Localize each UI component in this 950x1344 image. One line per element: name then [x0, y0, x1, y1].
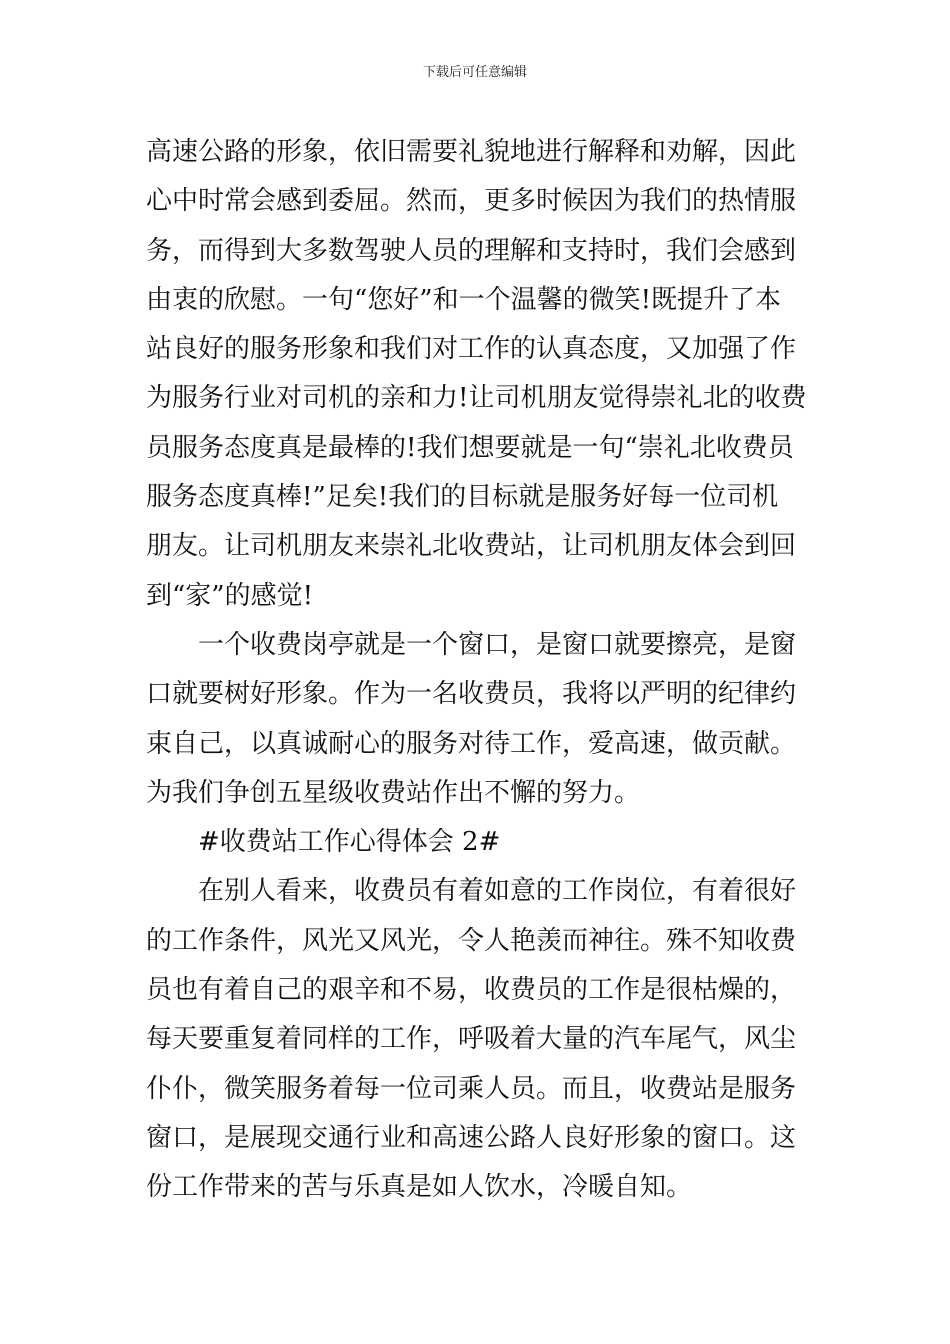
text-line: 窗口，是展现交通行业和高速公路人良好形象的窗口。这 — [146, 1122, 797, 1153]
text-line: 为服务行业对司机的亲和力!让司机朋友觉得崇礼北的收费 — [146, 383, 807, 414]
text-line: 员服务态度真是最棒的!我们想要就是一句“崇礼北收费员 — [146, 432, 794, 463]
page-header: 下载后可任意编辑 — [422, 65, 527, 80]
paragraph-first-line: 一个收费岗亭就是一个窗口，是窗口就要擦亮，是窗 — [198, 629, 797, 660]
text-line: 的工作条件，风光又风光，令人艳羡而神往。殊不知收费 — [146, 925, 797, 956]
text-line: 朋友。让司机朋友来崇礼北收费站，让司机朋友体会到回 — [146, 531, 797, 562]
text-line: 份工作带来的苦与乐真是如人饮水，冷暖自知。 — [146, 1172, 693, 1203]
text-line: 高速公路的形象，依旧需要礼貌地进行解释和劝解，因此 — [146, 137, 797, 167]
text-line: 心中时常会感到委屈。然而，更多时候因为我们的热情服 — [146, 186, 797, 217]
text-line: 仆仆，微笑服务着每一位司乘人员。而且，收费站是服务 — [146, 1073, 797, 1104]
document-body — [146, 128, 810, 1213]
text-line: 员也有着自己的艰辛和不易，收费员的工作是很枯燥的， — [146, 975, 797, 1006]
text-line: 每天要重复着同样的工作，呼吸着大量的汽车尾气，风尘 — [146, 1024, 797, 1055]
text-line: 口就要树好形象。作为一名收费员，我将以严明的纪律约 — [146, 679, 797, 710]
section-heading: #收费站工作心得体会 2# — [198, 827, 501, 858]
text-line: 站良好的服务形象和我们对工作的认真态度，又加强了作 — [146, 334, 797, 365]
text-line: 到“家”的感觉! — [146, 580, 314, 611]
text-line: 束自己，以真诚耐心的服务对待工作，爱高速，做贡献。 — [146, 728, 797, 759]
text-line: 由衷的欣慰。一句“您好”和一个温馨的微笑!既提升了本 — [146, 284, 782, 315]
text-line: 为我们争创五星级收费站作出不懈的努力。 — [146, 777, 641, 808]
paragraph-first-line: 在别人看来，收费员有着如意的工作岗位，有着很好 — [198, 876, 797, 907]
text-line: 服务态度真棒!”足矣!我们的目标就是服务好每一位司机 — [146, 482, 779, 513]
text-line: 务，而得到大多数驾驶人员的理解和支持时，我们会感到 — [146, 235, 797, 266]
